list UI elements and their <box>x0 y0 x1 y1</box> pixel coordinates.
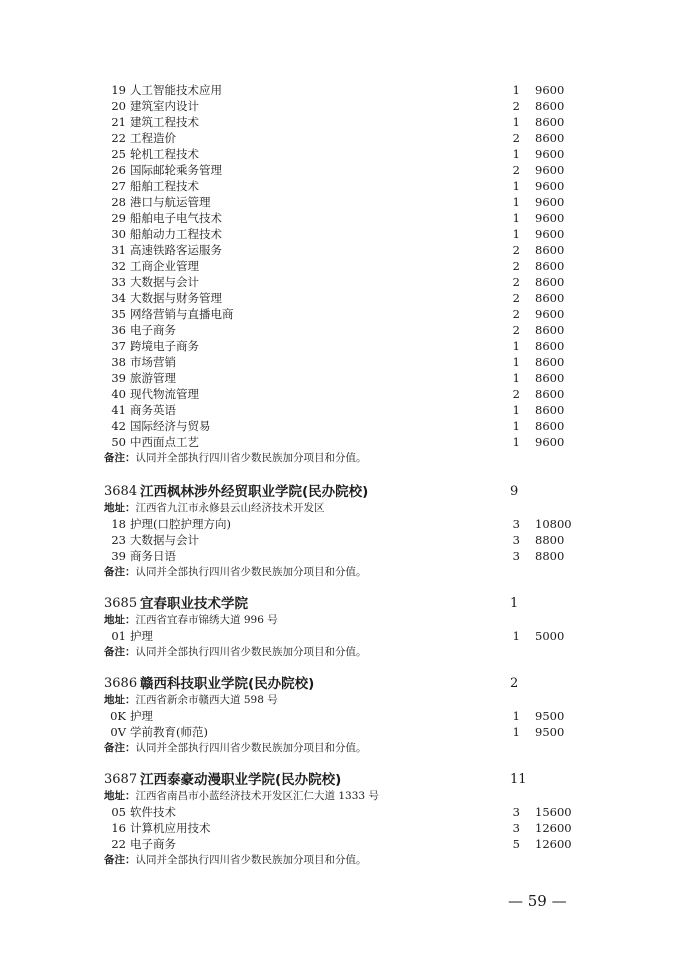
major-code: 25 <box>111 147 126 161</box>
major-name: 学前教育(师范) <box>130 725 208 739</box>
remark-text: 认同并全部执行四川省少数民族加分项目和分值。 <box>135 452 367 464</box>
major-code: 50 <box>111 435 126 449</box>
major-name: 国际经济与贸易 <box>130 419 211 433</box>
school-header <box>0 770 680 790</box>
major-fee: 9600 <box>535 83 565 97</box>
major-name: 旅游管理 <box>130 371 176 385</box>
address-label: 地址： <box>104 790 136 802</box>
major-row <box>0 226 680 242</box>
school-address <box>104 788 379 804</box>
major-row <box>0 820 680 836</box>
major-code: 33 <box>111 275 126 289</box>
major-row <box>0 434 680 450</box>
major-row <box>0 370 680 386</box>
major-name: 船舶工程技术 <box>130 179 199 193</box>
major-code: 23 <box>111 533 126 547</box>
major-name: 大数据与财务管理 <box>130 291 222 305</box>
remark <box>104 564 367 580</box>
major-fee: 9600 <box>535 163 565 177</box>
remark-text: 认同并全部执行四川省少数民族加分项目和分值。 <box>135 646 367 658</box>
address-label: 地址： <box>104 694 136 706</box>
major-row <box>0 98 680 114</box>
major-name: 电子商务 <box>130 323 176 337</box>
major-name: 商务日语 <box>130 549 176 563</box>
major-count: 2 <box>512 387 520 401</box>
major-row <box>0 82 680 98</box>
major-code: 39 <box>111 549 126 563</box>
major-count: 2 <box>512 259 520 273</box>
major-name: 国际邮轮乘务管理 <box>130 163 222 177</box>
major-count: 3 <box>512 821 520 835</box>
major-code: 0V <box>110 725 126 739</box>
major-fee: 8600 <box>535 371 565 385</box>
school-total: 9 <box>510 484 519 499</box>
major-name: 现代物流管理 <box>130 387 199 401</box>
major-name: 大数据与会计 <box>130 533 199 547</box>
major-row <box>0 114 680 130</box>
major-name: 中西面点工艺 <box>130 435 199 449</box>
remark <box>104 450 367 466</box>
major-row <box>0 274 680 290</box>
major-count: 1 <box>512 419 520 433</box>
major-count: 3 <box>512 517 520 531</box>
major-code: 18 <box>111 517 126 531</box>
major-count: 2 <box>512 131 520 145</box>
major-code: 35 <box>111 307 126 321</box>
major-row <box>0 708 680 724</box>
major-row <box>0 354 680 370</box>
major-row <box>0 418 680 434</box>
remark-label: 备注： <box>104 646 136 658</box>
major-fee: 8600 <box>535 403 565 417</box>
major-fee: 8600 <box>535 419 565 433</box>
major-count: 1 <box>512 725 520 739</box>
major-row <box>0 724 680 740</box>
major-name: 跨境电子商务 <box>130 339 199 353</box>
major-fee: 8600 <box>535 275 565 289</box>
major-code: 29 <box>111 211 126 225</box>
major-row <box>0 258 680 274</box>
address-label: 地址： <box>104 502 136 514</box>
major-code: 05 <box>111 805 126 819</box>
major-code: 40 <box>111 387 126 401</box>
school-code: 3684 <box>104 484 138 499</box>
major-code: 21 <box>111 115 126 129</box>
major-row <box>0 210 680 226</box>
major-fee: 10800 <box>535 517 572 531</box>
school-name: 赣西科技职业学院(民办院校) <box>140 676 315 692</box>
major-fee: 8600 <box>535 243 565 257</box>
major-fee: 9600 <box>535 179 565 193</box>
major-row <box>0 322 680 338</box>
major-count: 2 <box>512 291 520 305</box>
major-fee: 8800 <box>535 533 565 547</box>
major-count: 1 <box>512 339 520 353</box>
major-count: 1 <box>512 147 520 161</box>
major-count: 5 <box>512 837 520 851</box>
major-count: 2 <box>512 323 520 337</box>
remark <box>104 644 367 660</box>
major-count: 2 <box>512 307 520 321</box>
major-row <box>0 804 680 820</box>
page-number: — 59 — <box>508 892 567 910</box>
address-text: 江西省宜春市锦绣大道 996 号 <box>135 614 278 626</box>
major-fee: 9600 <box>535 227 565 241</box>
major-row <box>0 532 680 548</box>
major-fee: 8600 <box>535 323 565 337</box>
major-count: 1 <box>512 211 520 225</box>
major-fee: 12600 <box>535 821 572 835</box>
major-count: 2 <box>512 163 520 177</box>
major-fee: 9600 <box>535 435 565 449</box>
major-row <box>0 242 680 258</box>
school-code: 3687 <box>104 772 138 787</box>
major-fee: 15600 <box>535 805 572 819</box>
remark-text: 认同并全部执行四川省少数民族加分项目和分值。 <box>135 742 367 754</box>
major-row <box>0 194 680 210</box>
major-code: 36 <box>111 323 126 337</box>
school-header <box>0 482 680 502</box>
major-code: 41 <box>111 403 126 417</box>
major-code: 34 <box>111 291 126 305</box>
school-address <box>104 500 325 516</box>
major-fee: 8800 <box>535 549 565 563</box>
major-name: 计算机应用技术 <box>130 821 211 835</box>
major-code: 39 <box>111 371 126 385</box>
major-code: 38 <box>111 355 126 369</box>
major-code: 27 <box>111 179 126 193</box>
major-name: 港口与航运管理 <box>130 195 211 209</box>
major-fee: 8600 <box>535 339 565 353</box>
remark <box>104 740 367 756</box>
major-count: 1 <box>512 115 520 129</box>
school-code: 3685 <box>104 596 138 611</box>
major-name: 建筑室内设计 <box>130 99 199 113</box>
major-row <box>0 516 680 532</box>
major-fee: 12600 <box>535 837 572 851</box>
major-fee: 8600 <box>535 99 565 113</box>
major-name: 船舶电子电气技术 <box>130 211 222 225</box>
major-row <box>0 290 680 306</box>
major-row <box>0 162 680 178</box>
remark-label: 备注： <box>104 742 136 754</box>
major-code: 22 <box>111 837 126 851</box>
school-name: 江西泰豪动漫职业学院(民办院校) <box>140 772 342 788</box>
school-address <box>104 692 278 708</box>
major-row <box>0 628 680 644</box>
major-name: 人工智能技术应用 <box>130 83 222 97</box>
remark-label: 备注： <box>104 854 136 866</box>
remark-label: 备注： <box>104 566 136 578</box>
major-code: 28 <box>111 195 126 209</box>
major-name: 软件技术 <box>130 805 176 819</box>
major-count: 2 <box>512 275 520 289</box>
major-code: 32 <box>111 259 126 273</box>
school-address <box>104 612 278 628</box>
school-code: 3686 <box>104 676 138 691</box>
major-fee: 8600 <box>535 259 565 273</box>
major-code: 42 <box>111 419 126 433</box>
major-name: 建筑工程技术 <box>130 115 199 129</box>
school-header <box>0 594 680 614</box>
major-fee: 9600 <box>535 211 565 225</box>
major-fee: 8600 <box>535 387 565 401</box>
major-code: 01 <box>111 629 126 643</box>
major-code: 37 <box>111 339 126 353</box>
major-count: 3 <box>512 549 520 563</box>
major-row <box>0 146 680 162</box>
school-name: 宜春职业技术学院 <box>140 596 248 612</box>
major-code: 16 <box>111 821 126 835</box>
major-fee: 5000 <box>535 629 565 643</box>
major-count: 1 <box>512 629 520 643</box>
major-fee: 8600 <box>535 355 565 369</box>
major-count: 1 <box>512 435 520 449</box>
major-row <box>0 386 680 402</box>
major-name: 高速铁路客运服务 <box>130 243 222 257</box>
major-name: 护理(口腔护理方向) <box>130 517 231 531</box>
major-count: 1 <box>512 403 520 417</box>
major-fee: 8600 <box>535 131 565 145</box>
major-name: 船舶动力工程技术 <box>130 227 222 241</box>
major-row <box>0 338 680 354</box>
school-total: 1 <box>510 596 519 611</box>
school-header <box>0 674 680 694</box>
major-code: 22 <box>111 131 126 145</box>
major-row <box>0 548 680 564</box>
major-name: 电子商务 <box>130 837 176 851</box>
major-row <box>0 402 680 418</box>
school-total: 2 <box>510 676 519 691</box>
major-count: 1 <box>512 195 520 209</box>
major-name: 工程造价 <box>130 131 176 145</box>
major-name: 轮机工程技术 <box>130 147 199 161</box>
major-code: 20 <box>111 99 126 113</box>
major-code: 26 <box>111 163 126 177</box>
major-count: 1 <box>512 83 520 97</box>
address-text: 江西省新余市赣西大道 598 号 <box>135 694 278 706</box>
major-count: 1 <box>512 371 520 385</box>
major-fee: 8600 <box>535 291 565 305</box>
major-name: 商务英语 <box>130 403 176 417</box>
remark-text: 认同并全部执行四川省少数民族加分项目和分值。 <box>135 566 367 578</box>
major-count: 1 <box>512 709 520 723</box>
major-count: 1 <box>512 355 520 369</box>
major-name: 市场营销 <box>130 355 176 369</box>
remark-text: 认同并全部执行四川省少数民族加分项目和分值。 <box>135 854 367 866</box>
major-fee: 9500 <box>535 725 565 739</box>
major-count: 2 <box>512 243 520 257</box>
major-count: 1 <box>512 179 520 193</box>
address-text: 江西省南昌市小蓝经济技术开发区汇仁大道 1333 号 <box>135 790 379 802</box>
major-row <box>0 836 680 852</box>
major-fee: 9600 <box>535 307 565 321</box>
major-row <box>0 306 680 322</box>
major-name: 网络营销与直播电商 <box>130 307 234 321</box>
major-count: 3 <box>512 533 520 547</box>
major-count: 2 <box>512 99 520 113</box>
major-fee: 9500 <box>535 709 565 723</box>
school-total: 11 <box>510 772 527 787</box>
major-code: 30 <box>111 227 126 241</box>
major-fee: 9600 <box>535 195 565 209</box>
remark <box>104 852 367 868</box>
major-code: 31 <box>111 243 126 257</box>
major-fee: 9600 <box>535 147 565 161</box>
major-name: 大数据与会计 <box>130 275 199 289</box>
remark-label: 备注： <box>104 452 136 464</box>
major-name: 工商企业管理 <box>130 259 199 273</box>
major-row <box>0 178 680 194</box>
address-text: 江西省九江市永修县云山经济技术开发区 <box>135 502 325 514</box>
school-name: 江西枫林涉外经贸职业学院(民办院校) <box>140 484 369 500</box>
major-code: 0K <box>110 709 126 723</box>
major-count: 1 <box>512 227 520 241</box>
major-name: 护理 <box>130 709 153 723</box>
address-label: 地址： <box>104 614 136 626</box>
major-name: 护理 <box>130 629 153 643</box>
major-count: 3 <box>512 805 520 819</box>
major-row <box>0 130 680 146</box>
major-code: 19 <box>111 83 126 97</box>
major-fee: 8600 <box>535 115 565 129</box>
